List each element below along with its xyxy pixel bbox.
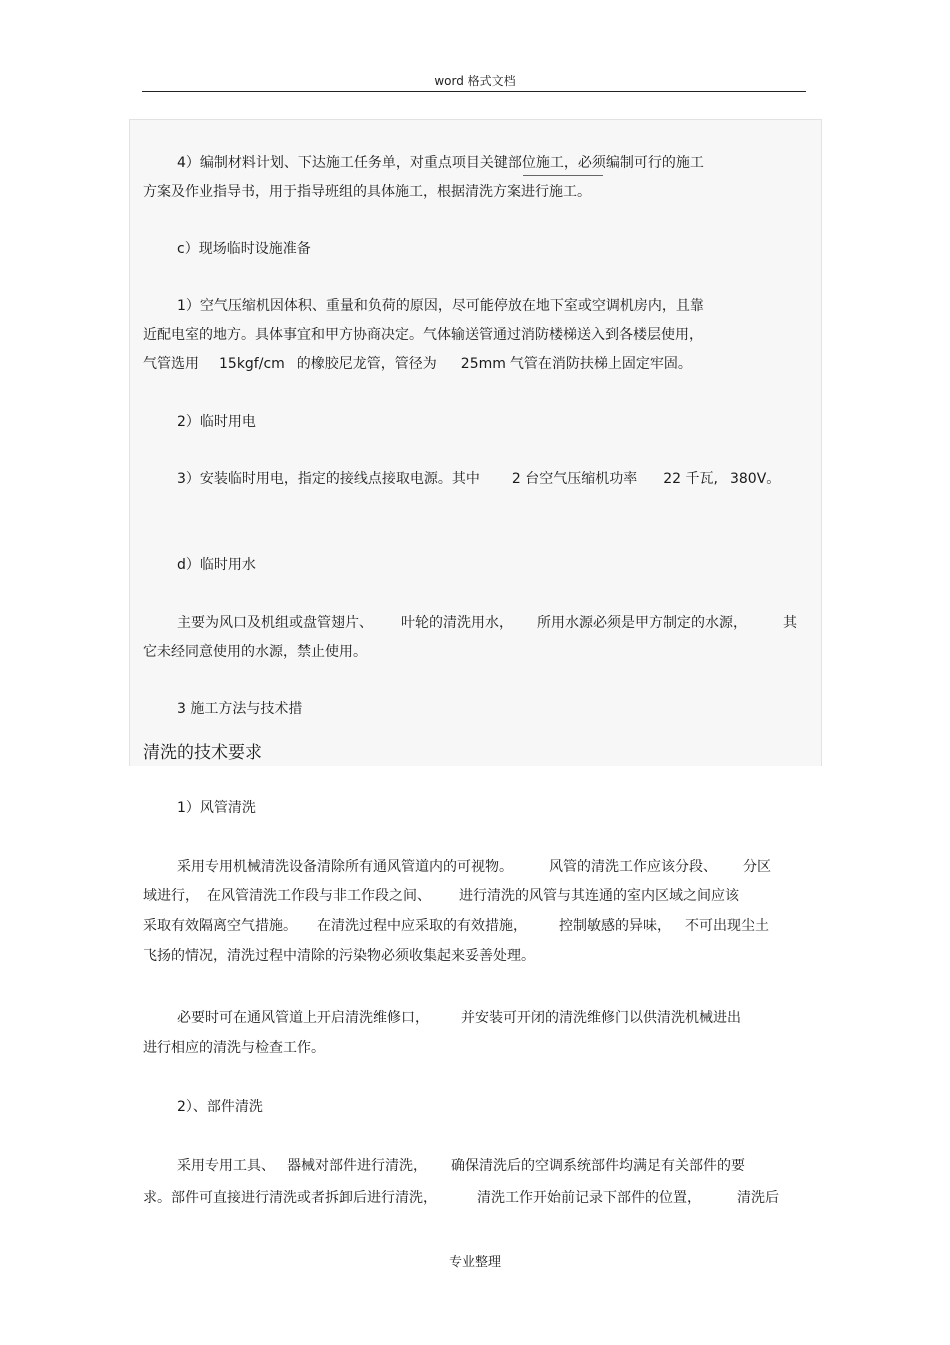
paragraph-line: 方案及作业指导书，用于指导班组的具体施工，根据清洗方案进行施工。	[143, 184, 591, 200]
paragraph-line	[143, 917, 769, 935]
paragraph-line: 它未经同意使用的水源，禁止使用。	[143, 644, 367, 660]
text-span: 3）安装临时用电，指定的接线点接取电源。其中	[177, 471, 480, 487]
text-span: 15kgf/cm	[219, 356, 285, 372]
text-span: 不可出现尘土	[685, 918, 769, 934]
text-span: 在风管清洗工作段与非工作段之间、	[207, 888, 431, 904]
text-span: 风管的清洗工作应该分段、	[549, 859, 717, 875]
text-span: 必要时可在通风管道上开启清洗维修口，	[177, 1010, 429, 1026]
list-item-duct-cleaning: 1）风管清洗	[177, 800, 256, 816]
paragraph-line	[177, 1157, 745, 1175]
text-span: 其	[783, 615, 797, 631]
paragraph-line: 飞扬的情况，清洗过程中清除的污染物必须收集起来妥善处理。	[143, 948, 535, 964]
text-span: 并安装可开闭的清洗维修门以供清洗机械进出	[461, 1010, 741, 1026]
paragraph-line: 进行相应的清洗与检查工作。	[143, 1040, 325, 1056]
text-span: 采用专用机械清洗设备清除所有通风管道内的可视物。	[177, 859, 513, 875]
text-span: 22 千瓦,	[663, 471, 718, 487]
paragraph-line: 近配电室的地方。具体事宜和甲方协商决定。气体输送管通过消防楼梯送入到各楼层使用，	[143, 327, 703, 343]
text-span: 所用水源必须是甲方制定的水源，	[537, 615, 747, 631]
text-span: 采取有效隔离空气措施。	[143, 918, 297, 934]
text-span: 的橡胶尼龙管，管径为	[296, 356, 437, 372]
text-span: 控制敏感的异味，	[559, 918, 671, 934]
list-item-parts-cleaning: 2）、部件清洗	[177, 1099, 263, 1115]
text-span: 25mm	[460, 356, 506, 372]
text-span: 确保清洗后的空调系统部件均满足有关部件的要	[451, 1158, 745, 1174]
text-span: 采用专用工具、	[177, 1158, 275, 1174]
text-span: 求。部件可直接进行清洗或者拆卸后进行清洗，	[143, 1190, 437, 1206]
shaded-text-region	[129, 119, 822, 766]
text-span: 叶轮的清洗用水，	[401, 615, 513, 631]
text-span: 主要为风口及机组或盘管翅片、	[177, 615, 373, 631]
list-item-temp-power: 2）临时用电	[177, 414, 256, 430]
text-span: 域进行，	[143, 888, 199, 904]
paragraph-line-pipe-spec	[143, 355, 692, 373]
paragraph-line	[143, 887, 739, 905]
text-span: 2 台空气压缩机功率	[511, 471, 638, 487]
page-footer-text: 专业整理	[448, 1255, 501, 1270]
text-span: 380V。	[729, 471, 781, 487]
paragraph-line	[177, 1009, 741, 1027]
text-span: 分区	[743, 859, 771, 875]
tech-requirements-heading: 清洗的技术要求	[143, 743, 262, 763]
header-rule	[142, 91, 806, 92]
text-span: 在清洗过程中应采取的有效措施，	[317, 918, 527, 934]
text-span: 清洗工作开始前记录下部件的位置，	[477, 1190, 701, 1206]
paragraph-line-water	[177, 614, 797, 632]
text-span: 清洗后	[737, 1190, 779, 1206]
section-heading-3: 3 施工方法与技术措	[177, 701, 303, 717]
text-span: 气管在消防扶梯上固定牢固。	[509, 356, 692, 372]
page-header-title: word 格式文档	[434, 74, 516, 88]
paragraph-line: 1）空气压缩机因体积、重量和负荷的原因，尽可能停放在地下室或空调机房内，且靠	[177, 298, 704, 314]
text-underline-mark	[523, 175, 603, 176]
text-span: 进行清洗的风管与其连通的室内区域之间应该	[459, 888, 739, 904]
list-item-power-install	[177, 470, 780, 488]
paragraph-line: 4）编制材料计划、下达施工任务单，对重点项目关键部位施工，必须编制可行的施工	[177, 155, 704, 171]
text-span: 器械对部件进行清洗，	[287, 1158, 427, 1174]
text-span: 气管选用	[143, 356, 199, 372]
paragraph-line	[143, 1189, 779, 1207]
paragraph-line	[177, 858, 771, 876]
section-heading-c: c）现场临时设施准备	[177, 241, 311, 257]
section-heading-d: d）临时用水	[177, 557, 256, 573]
